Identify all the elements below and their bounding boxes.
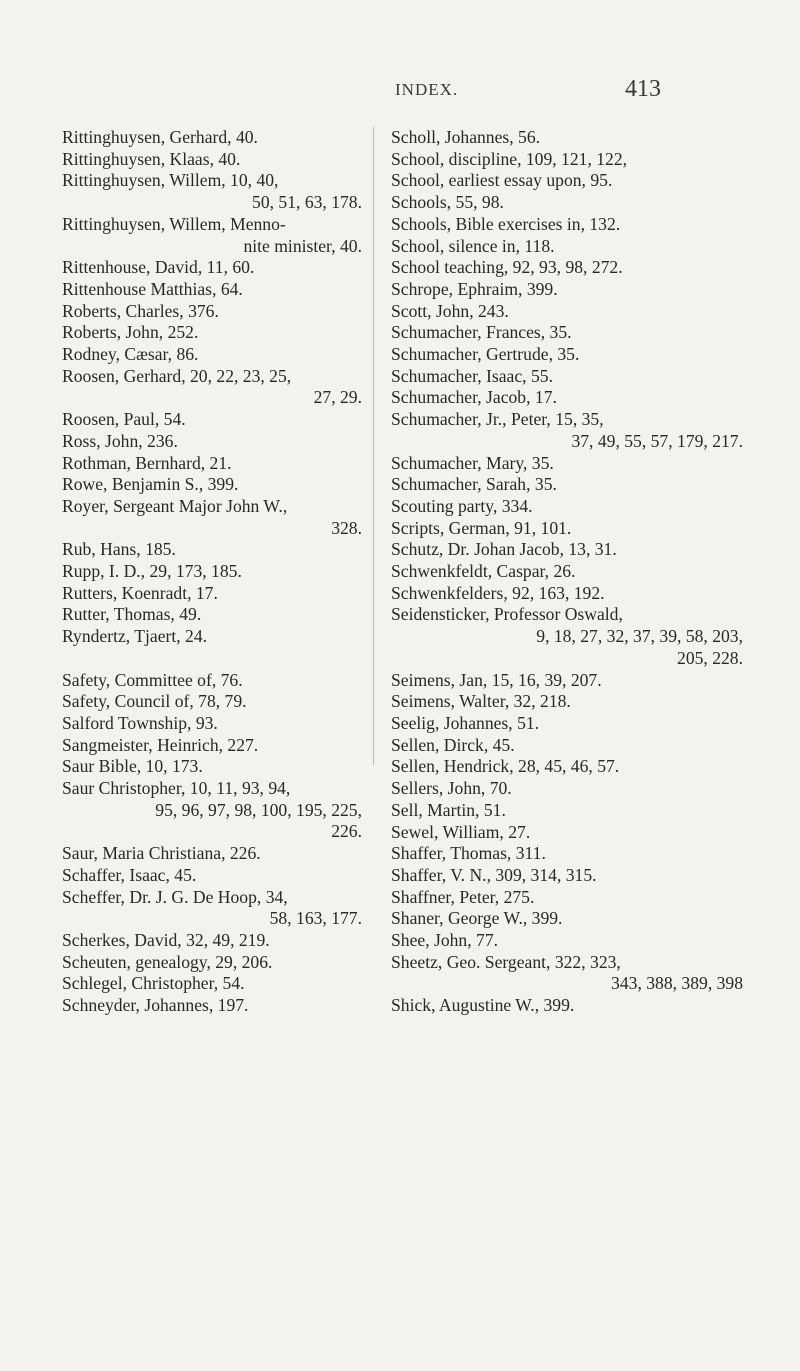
- index-entry-line: Saur Christopher, 10, 11, 93, 94,: [62, 778, 291, 799]
- index-entry-line: Rittinghuysen, Gerhard, 40.: [62, 127, 258, 147]
- index-entry: [391, 843, 743, 865]
- index-entry: [62, 127, 362, 149]
- index-entry: [62, 170, 362, 213]
- page-number: 413: [625, 76, 661, 102]
- index-entry-line: Scherkes, David, 32, 49, 219.: [62, 930, 270, 950]
- index-column-left: [62, 127, 362, 1017]
- index-entry: [62, 887, 362, 930]
- index-entry-continuation: 226.: [331, 821, 362, 842]
- running-title: INDEX.: [395, 80, 459, 99]
- index-entry-line: Rittenhouse Matthias, 64.: [62, 278, 243, 299]
- index-entry: [391, 908, 743, 930]
- index-entry-continuation: 37, 49, 55, 57, 179, 217.: [571, 430, 743, 451]
- index-entry-line: Safety, Council of, 78, 79.: [62, 691, 247, 712]
- index-entry: [391, 865, 743, 887]
- index-entry-line: Safety, Committee of, 76.: [62, 669, 243, 690]
- index-entry: [391, 539, 743, 561]
- index-entry-line: Rodney, Cæsar, 86.: [62, 344, 199, 365]
- index-entry-line: Scheuten, genealogy, 29, 206.: [62, 951, 273, 972]
- index-entry: [391, 322, 743, 344]
- index-entry-line: Royer, Sergeant Major John W.,: [62, 495, 288, 516]
- index-entry-line: Schumacher, Mary, 35.: [391, 452, 554, 473]
- index-entry-line: Schumacher, Isaac, 55.: [391, 365, 553, 386]
- index-entry-line: Shee, John, 77.: [391, 930, 499, 951]
- index-entry-line: Rittinghuysen, Willem, Menno-: [62, 213, 286, 234]
- index-entry: [391, 149, 743, 171]
- index-entry-line: Roberts, Charles, 376.: [62, 300, 219, 321]
- index-entry-line: Sellen, Hendrick, 28, 45, 46, 57.: [391, 756, 620, 777]
- index-entry-line: Schumacher, Frances, 35.: [391, 322, 572, 343]
- index-entry-line: Rittinghuysen, Klaas, 40.: [62, 148, 241, 169]
- index-entry: [391, 822, 743, 844]
- index-entry: [391, 409, 743, 452]
- index-entry: [391, 800, 743, 822]
- index-entry: [62, 930, 362, 952]
- index-entry-line: Schumacher, Gertrude, 35.: [391, 344, 580, 365]
- index-entry: [62, 214, 362, 257]
- index-entry: [62, 735, 362, 757]
- index-entry-line: Scripts, German, 91, 101.: [391, 517, 572, 538]
- index-entry-line: School teaching, 92, 93, 98, 272.: [391, 257, 623, 278]
- index-entry-line: Sewel, William, 27.: [391, 821, 531, 842]
- index-entry: [62, 366, 362, 409]
- index-entry-line: Rothman, Bernhard, 21.: [62, 452, 232, 473]
- index-entry-line: Roberts, John, 252.: [62, 322, 199, 343]
- index-entry: [62, 691, 362, 713]
- index-entry: [62, 279, 362, 301]
- index-entry-continuation: 95, 96, 97, 98, 100, 195, 225,: [155, 799, 362, 820]
- index-entry-line: Scholl, Johannes, 56.: [391, 127, 541, 147]
- index-entry: [391, 756, 743, 778]
- index-entry: [391, 170, 743, 192]
- index-entry: [391, 236, 743, 258]
- index-entry: [391, 735, 743, 757]
- index-entry-line: Shaffer, V. N., 309, 314, 315.: [391, 864, 597, 885]
- index-entry-continuation: 58, 163, 177.: [269, 908, 362, 929]
- index-entry: [391, 670, 743, 692]
- index-entry: [391, 474, 743, 496]
- index-entry: [62, 344, 362, 366]
- index-entry: [391, 995, 743, 1017]
- index-entry: [391, 778, 743, 800]
- index-entry-line: Schwenkfelders, 92, 163, 192.: [391, 582, 605, 603]
- page-header: [0, 76, 800, 116]
- index-entry: [62, 713, 362, 735]
- index-entry: [62, 149, 362, 171]
- index-entry-line: Roosen, Paul, 54.: [62, 409, 186, 430]
- index-entry: [62, 995, 362, 1017]
- index-entry-line: Roosen, Gerhard, 20, 22, 23, 25,: [62, 365, 292, 386]
- index-entry: [62, 670, 362, 692]
- index-entry: [391, 344, 743, 366]
- index-entry-line: Rutter, Thomas, 49.: [62, 604, 202, 625]
- index-entry: [62, 952, 362, 974]
- index-entry-line: Scouting party, 334.: [391, 495, 533, 516]
- index-entry-line: Seidensticker, Professor Oswald,: [391, 604, 623, 625]
- index-entry-line: Schumacher, Jacob, 17.: [391, 387, 557, 408]
- index-entry: [62, 322, 362, 344]
- index-entry-line: Shaffner, Peter, 275.: [391, 886, 535, 907]
- index-entry: [62, 865, 362, 887]
- index-entry: [62, 474, 362, 496]
- index-entry: [391, 301, 743, 323]
- index-entry-line: Schumacher, Sarah, 35.: [391, 474, 557, 495]
- index-entry: [391, 583, 743, 605]
- index-entry-line: Rowe, Benjamin S., 399.: [62, 474, 239, 495]
- index-entry-line: Schlegel, Christopher, 54.: [62, 973, 245, 994]
- index-entry-line: Schneyder, Johannes, 197.: [62, 995, 249, 1016]
- index-entry: [391, 496, 743, 518]
- index-entry: [62, 431, 362, 453]
- index-entry-continuation: 27, 29.: [313, 387, 362, 408]
- index-entry-continuation: 328.: [331, 517, 362, 538]
- index-entry-line: School, silence in, 118.: [391, 235, 555, 256]
- index-entry: [391, 192, 743, 214]
- index-entry-line: Rutters, Koenradt, 17.: [62, 582, 218, 603]
- index-entry-line: Ryndertz, Tjaert, 24.: [62, 626, 208, 647]
- index-entry-line: Saur, Maria Christiana, 226.: [62, 843, 261, 864]
- index-entry-continuation: 343, 388, 389, 398: [611, 973, 743, 994]
- index-entry: [391, 887, 743, 909]
- index-entry: [391, 952, 743, 995]
- index-entry-line: Saur Bible, 10, 173.: [62, 756, 203, 777]
- index-entry: [391, 366, 743, 388]
- index-entry-continuation: 205, 228.: [677, 647, 743, 668]
- index-entry: [62, 756, 362, 778]
- index-entry-line: Sellen, Dirck, 45.: [391, 734, 515, 755]
- index-entry: [62, 561, 362, 583]
- index-entry: [62, 778, 362, 843]
- index-entry: [62, 626, 362, 648]
- index-entry-line: Salford Township, 93.: [62, 712, 218, 733]
- column-divider: [373, 127, 374, 765]
- index-entry: [391, 279, 743, 301]
- index-entry: [62, 539, 362, 561]
- letter-section-gap: [62, 648, 362, 670]
- index-entry-line: Schutz, Dr. Johan Jacob, 13, 31.: [391, 539, 617, 560]
- index-entry: [62, 496, 362, 539]
- index-entry-line: School, earliest essay upon, 95.: [391, 170, 613, 191]
- index-entry: [391, 691, 743, 713]
- index-entry: [62, 843, 362, 865]
- index-entry: [391, 930, 743, 952]
- index-entry-continuation: 9, 18, 27, 32, 37, 39, 58, 203,: [536, 626, 743, 647]
- index-entry: [62, 604, 362, 626]
- index-entry: [62, 453, 362, 475]
- index-entry: [391, 561, 743, 583]
- index-entry-line: Schaffer, Isaac, 45.: [62, 864, 197, 885]
- index-entry-line: Sheetz, Geo. Sergeant, 322, 323,: [391, 951, 621, 972]
- index-entry: [391, 604, 743, 669]
- index-entry-line: Schools, Bible exercises in, 132.: [391, 213, 621, 234]
- index-entry-line: Scott, John, 243.: [391, 300, 509, 321]
- index-entry-line: Sell, Martin, 51.: [391, 799, 506, 820]
- index-column-right: [391, 127, 743, 1017]
- index-entry-line: Ross, John, 236.: [62, 430, 178, 451]
- index-entry-line: Sangmeister, Heinrich, 227.: [62, 734, 259, 755]
- index-entry: [62, 301, 362, 323]
- index-entry: [62, 583, 362, 605]
- index-entry-line: Seelig, Johannes, 51.: [391, 712, 540, 733]
- index-entry: [62, 257, 362, 279]
- index-entry-line: Rupp, I. D., 29, 173, 185.: [62, 561, 242, 582]
- index-entry: [62, 409, 362, 431]
- index-entry-line: Shick, Augustine W., 399.: [391, 995, 575, 1016]
- index-entry-continuation: 50, 51, 63, 178.: [252, 192, 362, 213]
- index-entry-line: Rittinghuysen, Willem, 10, 40,: [62, 170, 279, 191]
- index-entry: [391, 214, 743, 236]
- index-entry-line: Schumacher, Jr., Peter, 15, 35,: [391, 409, 604, 430]
- index-entry: [391, 257, 743, 279]
- index-entry: [391, 518, 743, 540]
- index-entry: [391, 127, 743, 149]
- index-entry-line: Rittenhouse, David, 11, 60.: [62, 257, 255, 278]
- index-entry-line: Seimens, Jan, 15, 16, 39, 207.: [391, 669, 602, 690]
- index-entry-line: Scheffer, Dr. J. G. De Hoop, 34,: [62, 886, 288, 907]
- index-entry-line: Schwenkfeldt, Caspar, 26.: [391, 561, 576, 582]
- index-entry-line: Schools, 55, 98.: [391, 192, 504, 213]
- index-entry-line: Schrope, Ephraim, 399.: [391, 278, 558, 299]
- index-entry-continuation: nite minister, 40.: [243, 235, 362, 256]
- index-entry-line: Shaffer, Thomas, 311.: [391, 843, 546, 864]
- index-entry: [391, 713, 743, 735]
- index-entry: [62, 973, 362, 995]
- index-entry-line: School, discipline, 109, 121, 122,: [391, 148, 628, 169]
- index-entry-line: Sellers, John, 70.: [391, 778, 512, 799]
- index-entry-line: Shaner, George W., 399.: [391, 908, 563, 929]
- index-entry-line: Seimens, Walter, 32, 218.: [391, 691, 571, 712]
- index-entry: [391, 453, 743, 475]
- index-entry: [391, 387, 743, 409]
- index-entry-line: Rub, Hans, 185.: [62, 539, 176, 560]
